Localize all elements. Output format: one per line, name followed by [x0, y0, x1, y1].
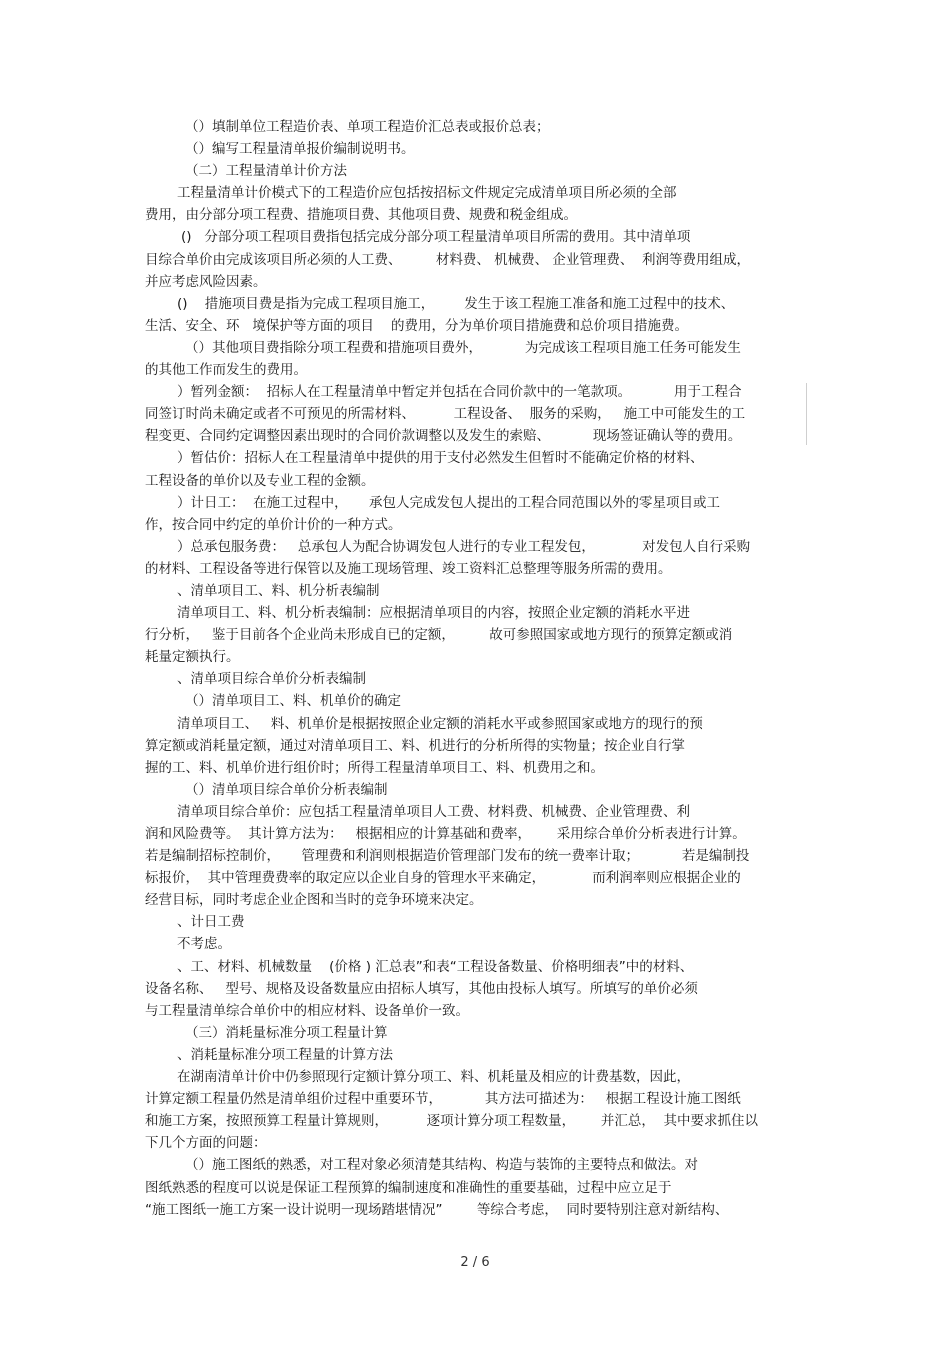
text-line: （）清单项目工、料、机单价的确定 — [185, 693, 401, 710]
margin-rule — [806, 383, 807, 445]
text-line: ）暂估价：招标人在工程量清单中提供的用于支付必然发生但暂时不能确定价格的材料、 — [177, 450, 704, 467]
text-line: 耗量定额执行。 — [145, 649, 240, 666]
text-line: 的其他工作而发生的费用。 — [145, 362, 307, 379]
document-body — [145, 116, 805, 1221]
text-line: 若是编制招标控制价， 管理费和利润则根据造价管理部门发布的统一费率计取； 若是编制投 — [145, 848, 750, 865]
text-line: 的材料、工程设备等进行保管以及施工现场管理、竣工资料汇总整理等服务所需的费用。 — [145, 560, 672, 577]
text-line: （）清单项目综合单价分析表编制 — [185, 781, 388, 798]
text-line: ）暂列金额： 招标人在工程量清单中暂定并包括在合同价款中的一笔款项。 用于工程合 — [177, 384, 742, 401]
text-line: 、清单项目工、料、机分析表编制 — [177, 582, 380, 599]
text-line: 工程量清单计价模式下的工程造价应包括按招标文件规定完成清单项目所必须的全部 — [177, 185, 677, 202]
text-line: 计算定额工程量仍然是清单组价过程中重要环节， 其方法可描述为： 根据工程设计施工图纸 — [145, 1091, 741, 1108]
text-line: 目综合单价由完成该项目所必须的人工费、 材料费、 机械费、 企业管理费、 利润等费用组成， — [145, 251, 750, 268]
text-line: 、工、材料、机械数量 (价格 ) 汇总表”和表“工程设备数量、价格明细表”中的材料、 — [177, 958, 694, 975]
text-line: 和施工方案，按照预算工程量计算规则， 逐项计算分项工程数量， 并汇总， 其中要求抓住以 — [145, 1113, 758, 1130]
text-line: （三）消耗量标准分项工程量计算 — [185, 1024, 388, 1041]
text-line: 费用，由分部分项工程费、措施项目费、其他项目费、规费和税金组成。 — [145, 207, 577, 224]
text-line: 生活、安全、环 境保护等方面的项目 的费用，分为单价项目措施费和总价项目措施费。 — [145, 317, 689, 334]
text-line: （二）工程量清单计价方法 — [185, 163, 347, 180]
text-line: （）填制单位工程造价表、单项工程造价汇总表或报价总表； — [185, 119, 550, 135]
text-line: ）总承包服务费： 总承包人为配合协调发包人进行的专业工程发包， 对发包人自行采购 — [177, 538, 751, 555]
text-line: 清单项目工、 料、机单价是根据按照企业定额的消耗水平或参照国家或地方的现行的预 — [177, 715, 703, 732]
text-line: （）编写工程量清单报价编制说明书。 — [185, 141, 415, 158]
text-line: 设备名称、 型号、规格及设备数量应由招标人填写，其他由投标人填写。所填写的单价必须 — [145, 980, 698, 997]
text-line: “施工图纸一施工方案一设计说明一现场踏堪情况” 等综合考虑， 同时要特别注意对新结构、 — [145, 1201, 729, 1218]
text-line: () 措施项目费是指为完成工程项目施工， 发生于该工程施工准备和施工过程中的技术、 — [177, 295, 735, 312]
text-line: 图纸熟悉的程度可以说是保证工程预算的编制速度和准确性的重要基础，过程中应立足于 — [145, 1179, 672, 1196]
highlighted-paragraph — [145, 381, 805, 447]
text-line: 并应考虑风险因素。 — [145, 273, 267, 290]
text-line: 程变更、合同约定调整因素出现时的合同价款调整以及发生的索赔、 现场签证确认等的费用。 — [145, 428, 742, 445]
text-line: 工程设备的单价以及专业工程的金额。 — [145, 472, 375, 489]
page-number: 2 / 6 — [460, 1255, 490, 1270]
text-line: 清单项目综合单价：应包括工程量清单项目人工费、材料费、机械费、企业管理费、利 — [177, 803, 690, 820]
text-line: 行分析， 鉴于目前各个企业尚未形成自已的定额， 故可参照国家或地方现行的预算定额或消 — [145, 627, 733, 644]
text-line: 清单项目工、料、机分析表编制：应根据清单项目的内容，按照企业定额的消耗水平进 — [177, 605, 690, 622]
text-line: 作，按合同中约定的单价计价的一种方式。 — [145, 516, 402, 533]
text-line: （）其他项目费指除分项工程费和措施项目费外， 为完成该工程项目施工任务可能发生 — [185, 339, 741, 356]
text-line: 与工程量清单综合单价中的相应材料、设备单价一致。 — [145, 1002, 469, 1019]
text-line: 、清单项目综合单价分析表编制 — [177, 671, 366, 688]
text-line: 标报价， 其中管理费费率的取定应以企业自身的管理水平来确定， 而利润率则应根据企业的 — [145, 870, 741, 887]
text-line: ）计日工： 在施工过程中， 承包人完成发包人提出的工程合同范围以外的零星项目或工 — [177, 494, 721, 511]
text-line: 握的工、料、机单价进行组价时；所得工程量清单项目工、料、机费用之和。 — [145, 759, 604, 776]
text-line: 、计日工费 — [177, 914, 245, 931]
text-line: 、消耗量标准分项工程量的计算方法 — [177, 1046, 393, 1063]
text-line: 经营目标，同时考虑企业企图和当时的竞争环境来决定。 — [145, 892, 483, 909]
text-line: 在湖南清单计价中仍参照现行定额计算分项工、料、机耗量及相应的计费基数，因此， — [177, 1069, 690, 1086]
text-line: 下几个方面的问题： — [145, 1135, 267, 1152]
text-line: () 分部分项工程项目费指包括完成分部分项工程量清单项目所需的费用。其中清单项 — [181, 229, 691, 246]
text-line: 润和风险费等。 其计算方法为： 根据相应的计算基础和费率， 采用综合单价分析表进行计算。 — [145, 826, 746, 842]
text-line: 算定额或消耗量定额，通过对清单项目工、料、机进行的分析所得的实物量；按企业自行掌 — [145, 737, 685, 754]
text-line: （）施工图纸的熟悉，对工程对象必须清楚其结构、构造与装饰的主要特点和做法。对 — [185, 1157, 698, 1174]
text-line: 同签订时尚未确定或者不可预见的所需材料、 工程设备、 服务的采购， 施工中可能发生的工 — [145, 406, 746, 423]
text-line: 不考虑。 — [177, 936, 231, 953]
